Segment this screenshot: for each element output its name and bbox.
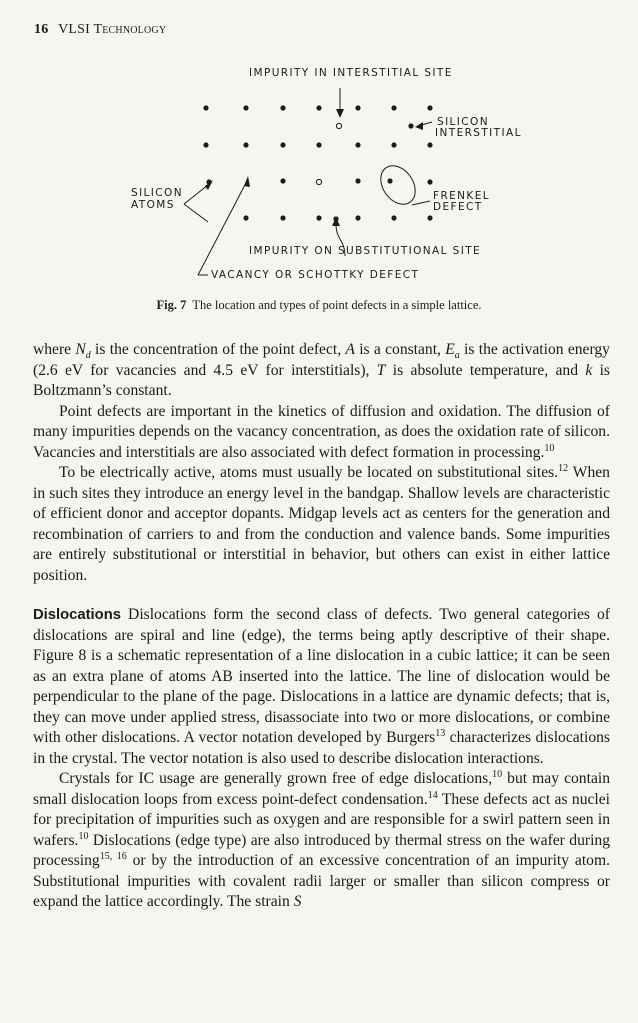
frenkel-defect-loop (374, 159, 423, 211)
reference-marker: 10 (544, 442, 555, 454)
atom (243, 215, 248, 220)
label-impurity-interstitial: IMPURITY IN INTERSTITIAL SITE (249, 67, 453, 79)
atom (316, 215, 321, 220)
label-impurity-substitutional: IMPURITY ON SUBSTITUTIONAL SITE (249, 245, 482, 257)
label-silicon-interstitial-line2: INTERSTITIAL (435, 127, 522, 139)
atom (316, 142, 321, 147)
figure-number: Fig. 7 (156, 298, 187, 312)
paragraph: where $N_d$ is the concentration of the point defect, A is a constant, $E_a$ is the activation energy (2.6 eV for vacancies and 4.5 eV for interstitials), T is absolute temperature, and k is Boltzmann’s constant. (33, 341, 610, 399)
frenkel-vacancy (316, 179, 321, 184)
atom (355, 178, 360, 183)
atom (387, 178, 392, 183)
atom (203, 142, 208, 147)
atom (243, 142, 248, 147)
atom (391, 105, 396, 110)
atom (355, 142, 360, 147)
label-vacancy: VACANCY OR SCHOTTKY DEFECT (211, 269, 420, 281)
atom (427, 142, 432, 147)
atom (391, 142, 396, 147)
atom (427, 179, 432, 184)
label-frenkel-line2: DEFECT (433, 201, 483, 213)
atom (427, 215, 432, 220)
atom (316, 105, 321, 110)
interstitial-impurity-atom (336, 123, 341, 128)
atom (203, 105, 208, 110)
reference-marker: 15, 16 (99, 850, 127, 862)
paragraph: To be electrically active, atoms must usually be located on substitutional sites.$^{12}$ When in such sites they introduce an energy level in the bandgap. Shallow levels are characteristic of efficient donor and acceptor dopants. Midgap levels act as centers for the generation and recombination of carriers to and from the conduction and valence bands. Some impurities are entirely substitutional or interstitial in behavior, but others can exist in either lattice position. (33, 462, 610, 584)
paragraph: Point defects are important in the kinetics of diffusion and oxidation. The diffusion of many impurities depends on the vacancy concentration, as does the oxidation rate of silicon. Vacancies and interstitials are also associated with defect formation in processing.$^{10}$ (33, 402, 610, 461)
atom (355, 215, 360, 220)
page-number: 16 (34, 22, 49, 37)
atom (355, 105, 360, 110)
atom (391, 215, 396, 220)
paragraph: Dislocations Dislocations form the second class of defects. Two general categories of dislocations are spiral and line (edge), the terms being aptly descriptive of their shape. Figure 8 is a schematic representation of a line dislocation in a cubic lattice; it can be seen as an extra plane of atoms AB inserted into the lattice. The line of dislocation would be perpendicular to the plane of the page. Dislocations in a lattice are dynamic defects; that is, they can move under applied stress, disassociate into two or more dislocations, or combine with other dislocations. A vector notation developed by Burgers$^{13}$ characterizes dislocations in the crystal. The vector notation is also used to describe dislocation interactions. (33, 606, 610, 767)
section-heading: Dislocations (33, 607, 121, 623)
figure-caption-text: The location and types of point defects in a simple lattice. (192, 298, 482, 312)
atom (243, 105, 248, 110)
reference-marker: 10 (492, 768, 503, 780)
reference-marker: 12 (558, 462, 569, 474)
label-frenkel-line1: FRENKEL (433, 190, 490, 202)
running-title: VLSI Technology (58, 22, 167, 37)
label-silicon-atoms-line2: ATOMS (131, 199, 175, 211)
atom (280, 178, 285, 183)
label-silicon-interstitial-line1: SILICON (437, 116, 489, 128)
body-text (33, 340, 610, 913)
label-silicon-atoms-line1: SILICON (131, 187, 183, 199)
atom (280, 142, 285, 147)
paragraph: Crystals for IC usage are generally grown free of edge dislocations,$^{10}$ but may contain small dislocation loops from excess point-defect condensation.$^{14}$ These defects act as nuclei for precipitation of impurities such as oxygen and are responsible for a swirl pattern seen in wafers.$^{10}$ Dislocations (edge type) are also introduced by thermal stress on the wafer during processing$^{15, 16}$ or by the introduction of an excessive concentration of an impurity atom. Substitutional impurities with covalent radii larger or smaller than silicon compress or expand the lattice accordingly. The strain S (33, 768, 611, 910)
reference-marker: 13 (435, 727, 446, 739)
atom (427, 105, 432, 110)
reference-marker: 14 (427, 789, 438, 801)
reference-marker: 10 (78, 830, 89, 842)
figure-caption (0, 298, 638, 313)
silicon-interstitial-atom (408, 123, 413, 128)
atom (280, 105, 285, 110)
atom (280, 215, 285, 220)
